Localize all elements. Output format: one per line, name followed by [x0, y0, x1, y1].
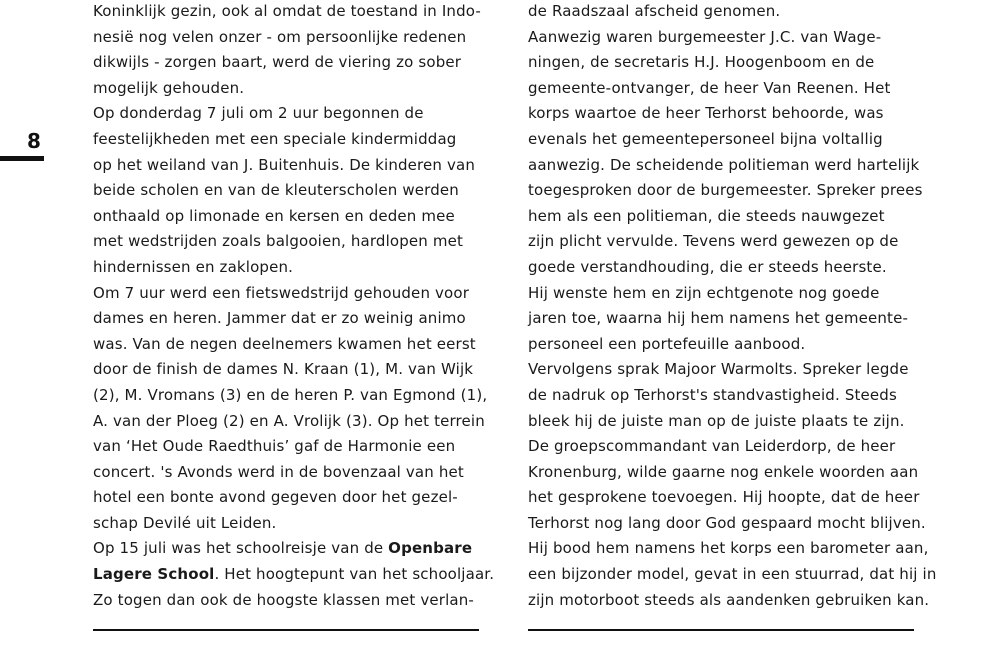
text-line: de Raadszaal afscheid genomen. [528, 2, 781, 20]
text-line: De groepscommandant van Leiderdorp, de heer [528, 437, 896, 456]
text-line: nesië nog velen onzer - om persoonlijke redenen [93, 27, 467, 46]
text-line: evenals het gemeentepersoneel bijna voltallig [528, 129, 883, 148]
text-line: dames en heren. Jammer dat er zo weinig animo [93, 309, 466, 328]
text-line: mogelijk gehouden. [93, 78, 245, 97]
school-trip-line-1 [93, 536, 493, 562]
text-line: aanwezig. De scheidende politieman werd hartelijk [528, 155, 920, 174]
text-line: Koninklijk gezin, ook al omdat de toestand in Indo- [93, 2, 481, 20]
school-trip-line-2 [93, 562, 493, 588]
text-line: toegesproken door de burgemeester. Spreker prees [528, 181, 923, 200]
school-trip-prefix: Op 15 juli was het schoolreisje van de [93, 539, 389, 558]
text-line: korps waartoe de heer Terhorst behoorde, was [528, 104, 884, 123]
school-name-part1: Openbare [388, 539, 473, 558]
text-line: Zo togen dan ook de hoogste klassen met verlan- [93, 590, 474, 609]
text-line: met wedstrijden zoals balgooien, hardlopen met [93, 232, 464, 251]
text-line: hindernissen en zaklopen. [93, 257, 294, 276]
text-line: het gesprokene toevoegen. Hij hoopte, dat de heer [528, 488, 920, 507]
text-line: de nadruk op Terhorst's standvastigheid. Steeds [528, 385, 897, 404]
left-text-column [93, 0, 493, 613]
text-line: Hij bood hem namens het korps een barometer aan, [528, 539, 929, 558]
text-line: dikwijls - zorgen baart, werd de viering zo sober [93, 53, 462, 72]
text-line: was. Van de negen deelnemers kwamen het eerst [93, 334, 476, 353]
text-line: Op donderdag 7 juli om 2 uur begonnen de [93, 104, 424, 123]
page-number: 8 [27, 129, 41, 153]
text-line: beide scholen en van de kleuterscholen werden [93, 181, 459, 200]
text-line: ningen, de secretaris H.J. Hoogenboom en de [528, 53, 875, 72]
school-trip-suffix: . Het hoogtepunt van het schooljaar. [214, 565, 495, 584]
text-line: gemeente-ontvanger, de heer Van Reenen. Het [528, 78, 891, 97]
text-line: zijn plicht vervulde. Tevens werd gewezen op de [528, 232, 899, 251]
text-line: onthaald op limonade en kersen en deden mee [93, 206, 455, 225]
text-line: door de finish de dames N. Kraan (1), M. van Wijk [93, 360, 474, 379]
text-line: een bijzonder model, gevat in een stuurrad, dat hij in [528, 565, 937, 584]
text-line: op het weiland van J. Buitenhuis. De kinderen van [93, 155, 476, 174]
text-line: van ‘Het Oude Raedthuis’ gaf de Harmonie een [93, 437, 456, 456]
text-line: personeel een portefeuille aanbood. [528, 334, 806, 353]
text-line: bleek hij de juiste man op de juiste plaats te zijn. [528, 411, 905, 430]
text-line: hotel een bonte avond gegeven door het gezel- [93, 488, 458, 507]
text-line: (2), M. Vromans (3) en de heren P. van Egmond (1), [93, 385, 488, 404]
text-line: Om 7 uur werd een fietswedstrijd gehouden voor [93, 283, 470, 302]
text-line: goede verstandhouding, die er steeds heerste. [528, 257, 887, 276]
text-line: zijn motorboot steeds als aandenken gebruiken kan. [528, 590, 930, 609]
text-line: concert. 's Avonds werd in de bovenzaal van het [93, 462, 464, 481]
text-line: hem als een politieman, die steeds nauwgezet [528, 206, 885, 225]
right-column-rule [528, 629, 914, 631]
text-line: A. van der Ploeg (2) en A. Vrolijk (3). Op het terrein [93, 411, 485, 430]
text-line: schap Devilé uit Leiden. [93, 513, 277, 532]
school-name-part2: Lagere School [93, 565, 215, 584]
text-line: Terhorst nog lang door God gespaard mocht blijven. [528, 513, 926, 532]
right-text-column [528, 0, 937, 613]
page-marker-bar [0, 156, 44, 161]
text-line: Hij wenste hem en zijn echtgenote nog goede [528, 283, 880, 302]
left-column-rule [93, 629, 479, 631]
text-line: jaren toe, waarna hij hem namens het gemeente- [528, 309, 909, 328]
text-line: feestelijkheden met een speciale kindermiddag [93, 129, 457, 148]
text-line: Kronenburg, wilde gaarne nog enkele woorden aan [528, 462, 919, 481]
text-line: Vervolgens sprak Majoor Warmolts. Spreker legde [528, 360, 909, 379]
text-line: Aanwezig waren burgemeester J.C. van Wage- [528, 27, 882, 46]
